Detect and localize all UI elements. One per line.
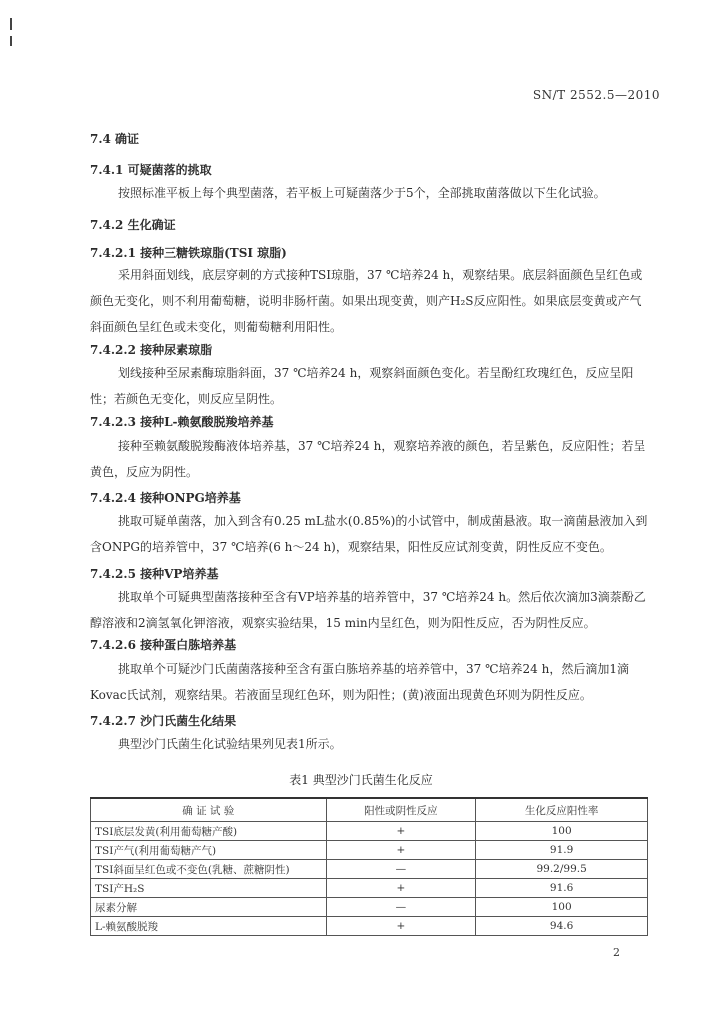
table-row	[91, 841, 648, 860]
section-7-4: 7.4 确证	[90, 132, 140, 146]
page-number: 2	[613, 946, 620, 959]
results-table	[90, 797, 648, 936]
section-7-4-2-3: 7.4.2.3 接种L-赖氨酸脱羧培养基	[90, 415, 274, 429]
table-header-cell: 确 证 试 验	[91, 798, 327, 822]
table-cell: TSI斜面呈红色或不变色(乳糖、蔗糖阴性)	[91, 860, 327, 879]
para-7-4-1: 按照标准平板上每个典型菌落，若平板上可疑菌落少于5个，全部挑取菌落做以下生化试验。	[118, 186, 606, 200]
table-row	[91, 917, 648, 936]
para-7-4-2-2: 划线接种至尿素酶琼脂斜面，37 ℃培养24 h，观察斜面颜色变化。若呈酚红玫瑰红色，反应呈阳性；若颜色无变化，则反应呈阴性。	[90, 366, 634, 406]
table-cell: +	[326, 917, 476, 936]
table-cell: +	[326, 841, 476, 860]
section-7-4-1: 7.4.1 可疑菌落的挑取	[90, 163, 212, 177]
table-header-cell: 生化反应阳性率	[476, 798, 648, 822]
section-7-4-2-7: 7.4.2.7 沙门氏菌生化结果	[90, 714, 237, 728]
table-cell: 91.9	[476, 841, 648, 860]
section-7-4-2-1: 7.4.2.1 接种三糖铁琼脂(TSI 琼脂)	[90, 246, 287, 260]
section-7-4-2-4: 7.4.2.4 接种ONPG培养基	[90, 491, 241, 505]
table-row	[91, 860, 648, 879]
table-cell: 100	[476, 898, 648, 917]
para-7-4-2-5: 挑取单个可疑典型菌落接种至含有VP培养基的培养管中，37 ℃培养24 h。然后依次滴加3滴萘酚乙醇溶液和2滴氢氧化钾溶液，观察实验结果，15 min内呈红色，则为阳性反应，否为阴性反应。	[90, 590, 646, 630]
doc-number: SN/T 2552.5—2010	[532, 88, 660, 102]
table-header-row	[91, 798, 648, 822]
table-cell: 91.6	[476, 879, 648, 898]
table-cell: +	[326, 822, 476, 841]
section-7-4-2-2: 7.4.2.2 接种尿素琼脂	[90, 343, 213, 357]
para-7-4-2-1: 采用斜面划线，底层穿刺的方式接种TSI琼脂，37 ℃培养24 h，观察结果。底层斜面颜色呈红色或颜色无变化，则不利用葡萄糖，说明非肠杆菌。如果出现变黄，则产H₂S反应阳性。如果底层变黄或产气斜面颜色呈红色或未变化，则葡萄糖利用阳性。	[90, 268, 643, 334]
table-cell: 94.6	[476, 917, 648, 936]
table-cell: TSI底层发黄(利用葡萄糖产酸)	[91, 822, 327, 841]
section-7-4-2-5: 7.4.2.5 接种VP培养基	[90, 567, 219, 581]
table-caption: 表1 典型沙门氏菌生化反应	[289, 773, 433, 787]
table-cell: 100	[476, 822, 648, 841]
para-7-4-2-7: 典型沙门氏菌生化试验结果列见表1所示。	[118, 737, 342, 751]
para-7-4-2-3: 接种至赖氨酸脱羧酶液体培养基，37 ℃培养24 h，观察培养液的颜色，若呈紫色，反应阳性；若呈黄色，反应为阴性。	[90, 439, 646, 479]
section-7-4-2: 7.4.2 生化确证	[90, 218, 176, 232]
table-cell: 尿素分解	[91, 898, 327, 917]
table-header-cell: 阳性或阴性反应	[326, 798, 476, 822]
table-row	[91, 822, 648, 841]
table-cell: +	[326, 879, 476, 898]
para-7-4-2-6: 挑取单个可疑沙门氏菌菌落接种至含有蛋白胨培养基的培养管中，37 ℃培养24 h，然后滴加1滴Kovac氏试剂，观察结果。若液面呈现红色环，则为阳性；(黄)液面出现黄色环则为阴性反应。	[90, 662, 629, 702]
para-7-4-2-4: 挑取可疑单菌落，加入到含有0.25 mL盐水(0.85%)的小试管中，制成菌悬液。取一滴菌悬液加入到含ONPG的培养管中，37 ℃培养(6 h～24 h)，观察结果，阳性反应试剂变黄，阴性反应不变色。	[90, 514, 648, 554]
table-cell: —	[326, 860, 476, 879]
table-row	[91, 898, 648, 917]
section-7-4-2-6: 7.4.2.6 接种蛋白胨培养基	[90, 638, 237, 652]
table-cell: L-赖氨酸脱羧	[91, 917, 327, 936]
margin-marks	[10, 18, 14, 52]
table-cell: TSI产气(利用葡萄糖产气)	[91, 841, 327, 860]
table-cell: —	[326, 898, 476, 917]
table-row	[91, 879, 648, 898]
table-cell: TSI产H₂S	[91, 879, 327, 898]
table-cell: 99.2/99.5	[476, 860, 648, 879]
